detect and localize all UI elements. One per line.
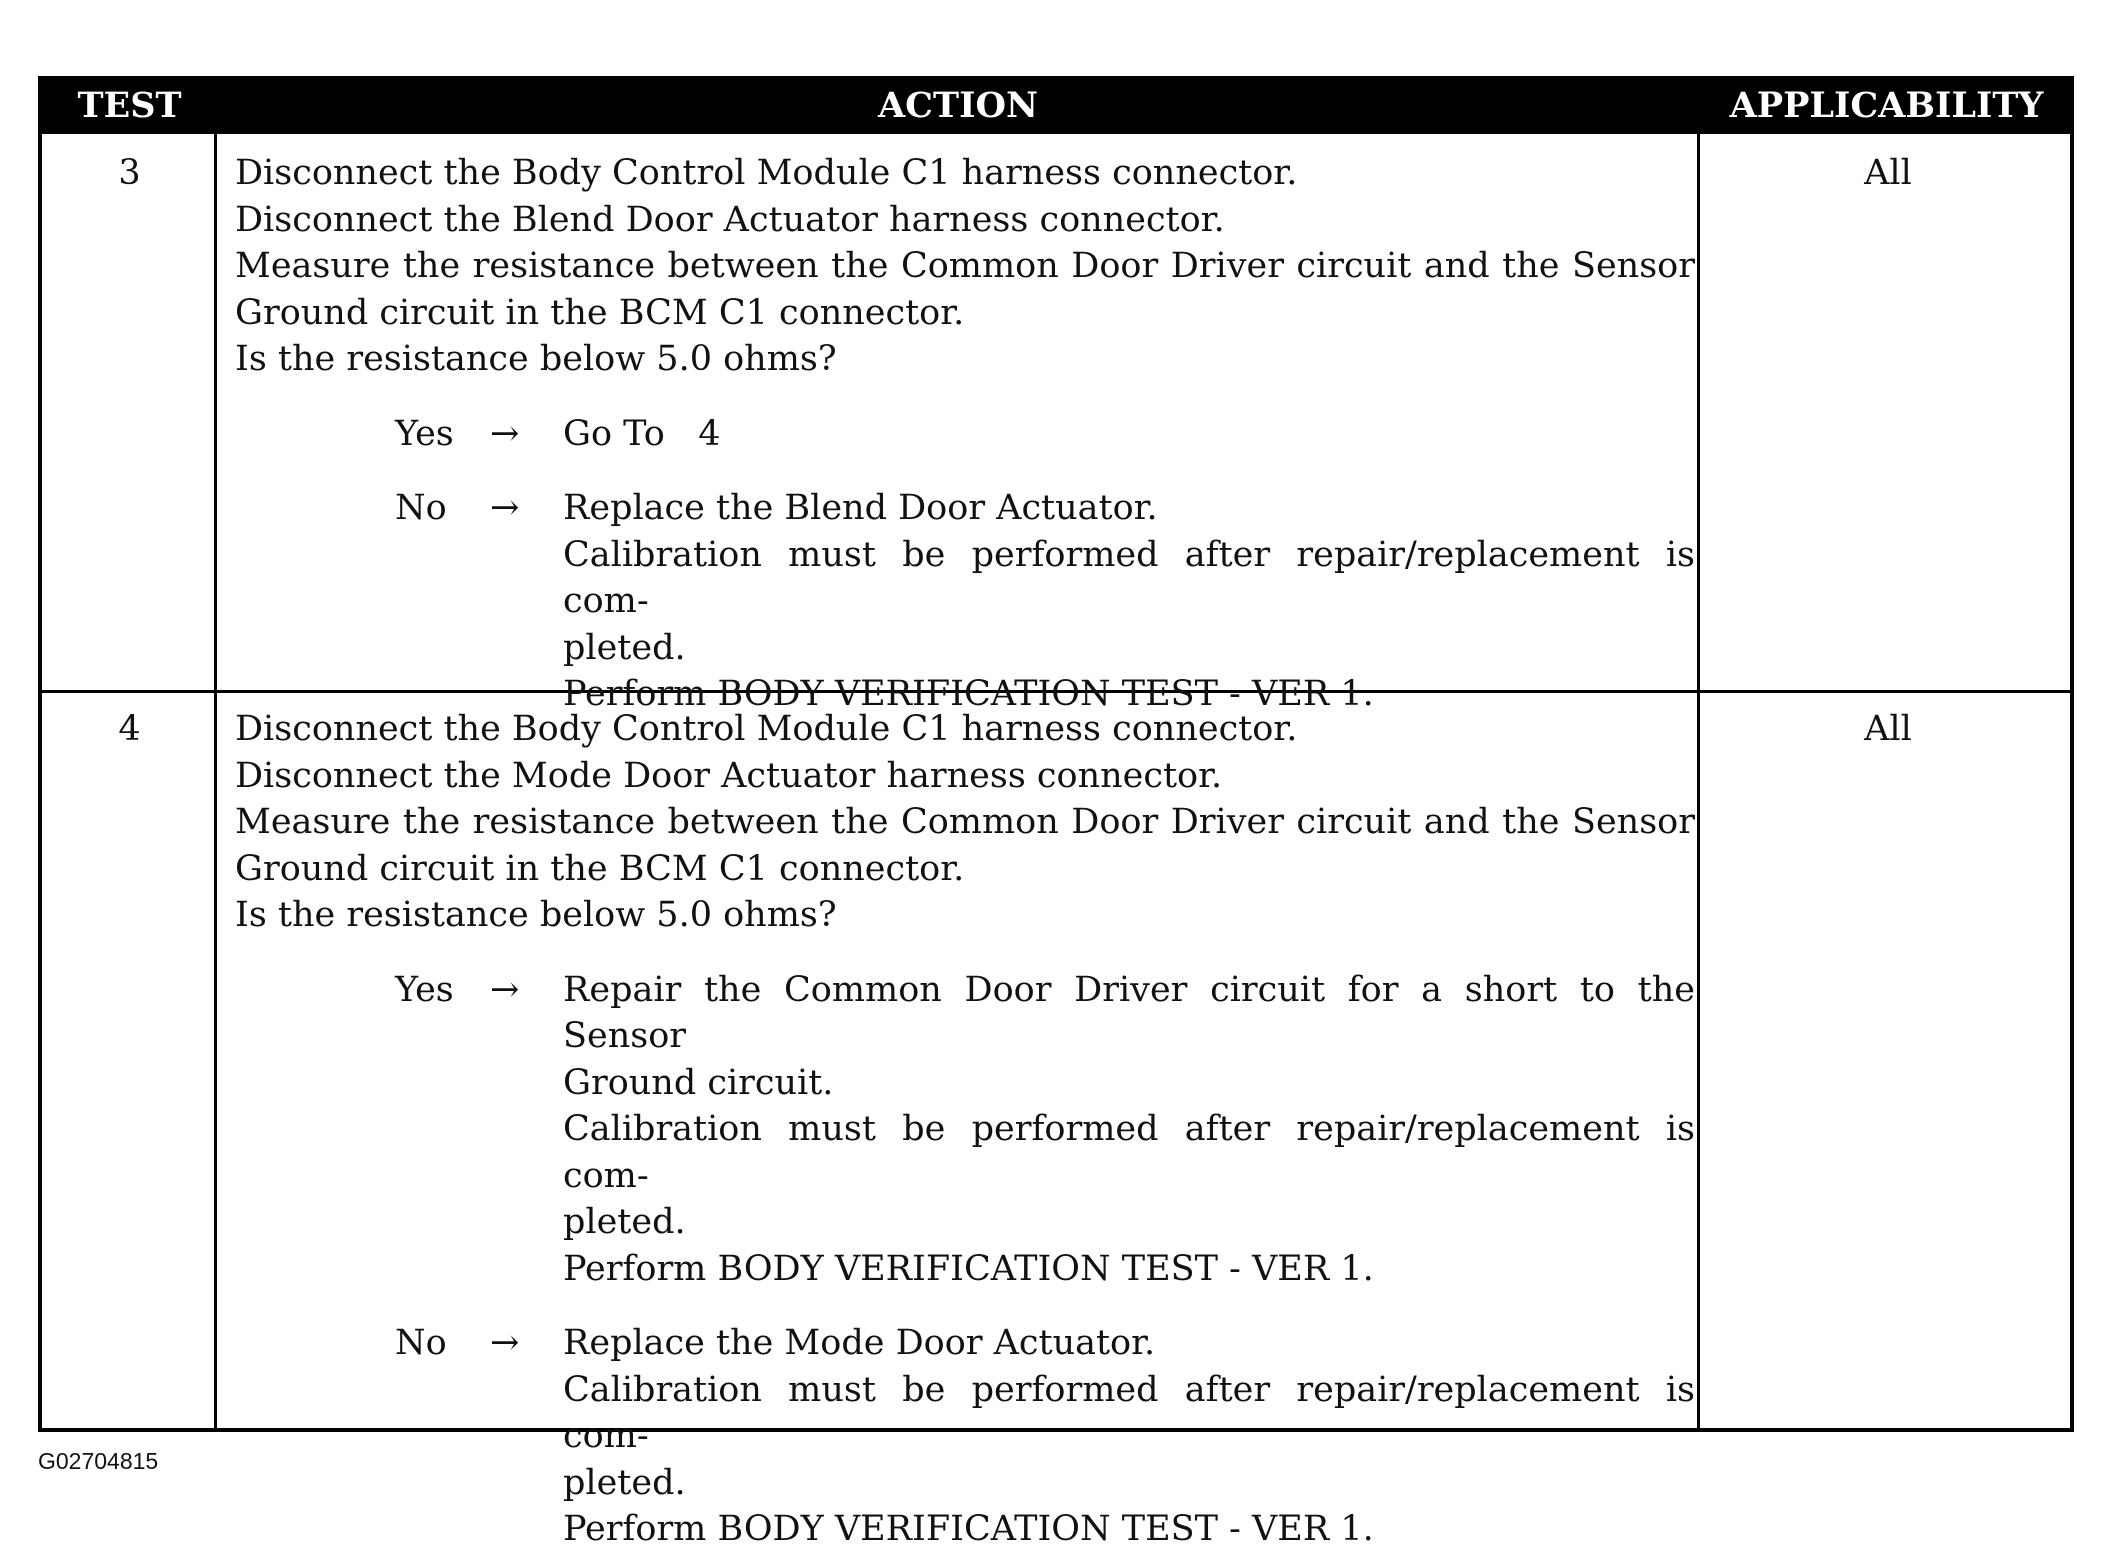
outcome-line: Go To 4: [563, 413, 721, 454]
arrow-icon: →: [490, 1323, 520, 1363]
row-3-no-outcome: [395, 485, 1695, 718]
table-header-row: [42, 80, 2070, 134]
outcome-line: Ground circuit.: [563, 1062, 834, 1103]
arrow-icon: →: [490, 969, 520, 1010]
action-line: Disconnect the Mode Door Actuator harness connector.: [235, 755, 1223, 796]
row-4-no-outcome: [395, 1320, 1695, 1553]
outcome-line: pleted.: [563, 1462, 686, 1503]
outcome-line: pleted.: [563, 1202, 686, 1242]
outcome-line: Perform BODY VERIFICATION TEST - VER 1.: [563, 1248, 1374, 1289]
header-applicability: APPLICABILITY: [1729, 85, 2044, 126]
action-line: Disconnect the Blend Door Actuator harness connector.: [235, 199, 1225, 240]
row-3-applicability: All: [1864, 153, 1912, 193]
action-line: Disconnect the Body Control Module C1 harness connector.: [235, 153, 1298, 193]
row-3-yes-outcome: [395, 411, 1695, 458]
row-4-action: [235, 706, 1695, 1553]
row-3-action: [235, 150, 1695, 718]
no-label: No: [395, 1323, 447, 1363]
outcome-line: Replace the Blend Door Actuator.: [563, 488, 1158, 528]
action-line: Ground circuit in the BCM C1 connector.: [235, 292, 965, 333]
action-line: Measure the resistance between the Common Door Driver circuit and the Sensor: [235, 802, 1695, 842]
row-4-applicability: All: [1864, 709, 1912, 749]
outcome-line: pleted.: [563, 627, 686, 668]
header-action: ACTION: [878, 85, 1038, 126]
row-3-test-number: 3: [118, 153, 141, 193]
outcome-line: Perform BODY VERIFICATION TEST - VER 1.: [563, 1509, 1374, 1549]
yes-label: Yes: [395, 969, 454, 1010]
action-line: Disconnect the Body Control Module C1 harness connector.: [235, 709, 1298, 749]
figure-code: G02704815: [38, 1448, 159, 1474]
outcome-line: Replace the Mode Door Actuator.: [563, 1323, 1156, 1363]
outcome-line: Repair the Common Door Driver circuit for a short to the Sensor: [563, 969, 1695, 1056]
outcome-line: Perform BODY VERIFICATION TEST - VER 1.: [563, 674, 1374, 714]
no-label: No: [395, 488, 447, 528]
row-4-test-number: 4: [118, 709, 141, 749]
arrow-icon: →: [490, 488, 520, 528]
header-test: TEST: [77, 85, 182, 126]
column-divider-test: [214, 134, 217, 1428]
outcome-line: Calibration must be performed after repair/replacement is com-: [563, 1109, 1695, 1196]
action-line: Is the resistance below 5.0 ohms?: [235, 895, 837, 935]
outcome-line: Calibration must be performed after repair/replacement is com-: [563, 1369, 1695, 1456]
yes-label: Yes: [395, 413, 454, 454]
action-line: Is the resistance below 5.0 ohms?: [235, 339, 837, 379]
column-divider-applicability: [1697, 134, 1700, 1428]
row-4-yes-outcome: [395, 967, 1695, 1293]
arrow-icon: →: [490, 413, 520, 454]
outcome-line: Calibration must be performed after repair/replacement is com-: [563, 534, 1695, 621]
action-line: Ground circuit in the BCM C1 connector.: [235, 848, 965, 889]
action-line: Measure the resistance between the Common Door Driver circuit and the Sensor: [235, 246, 1695, 286]
